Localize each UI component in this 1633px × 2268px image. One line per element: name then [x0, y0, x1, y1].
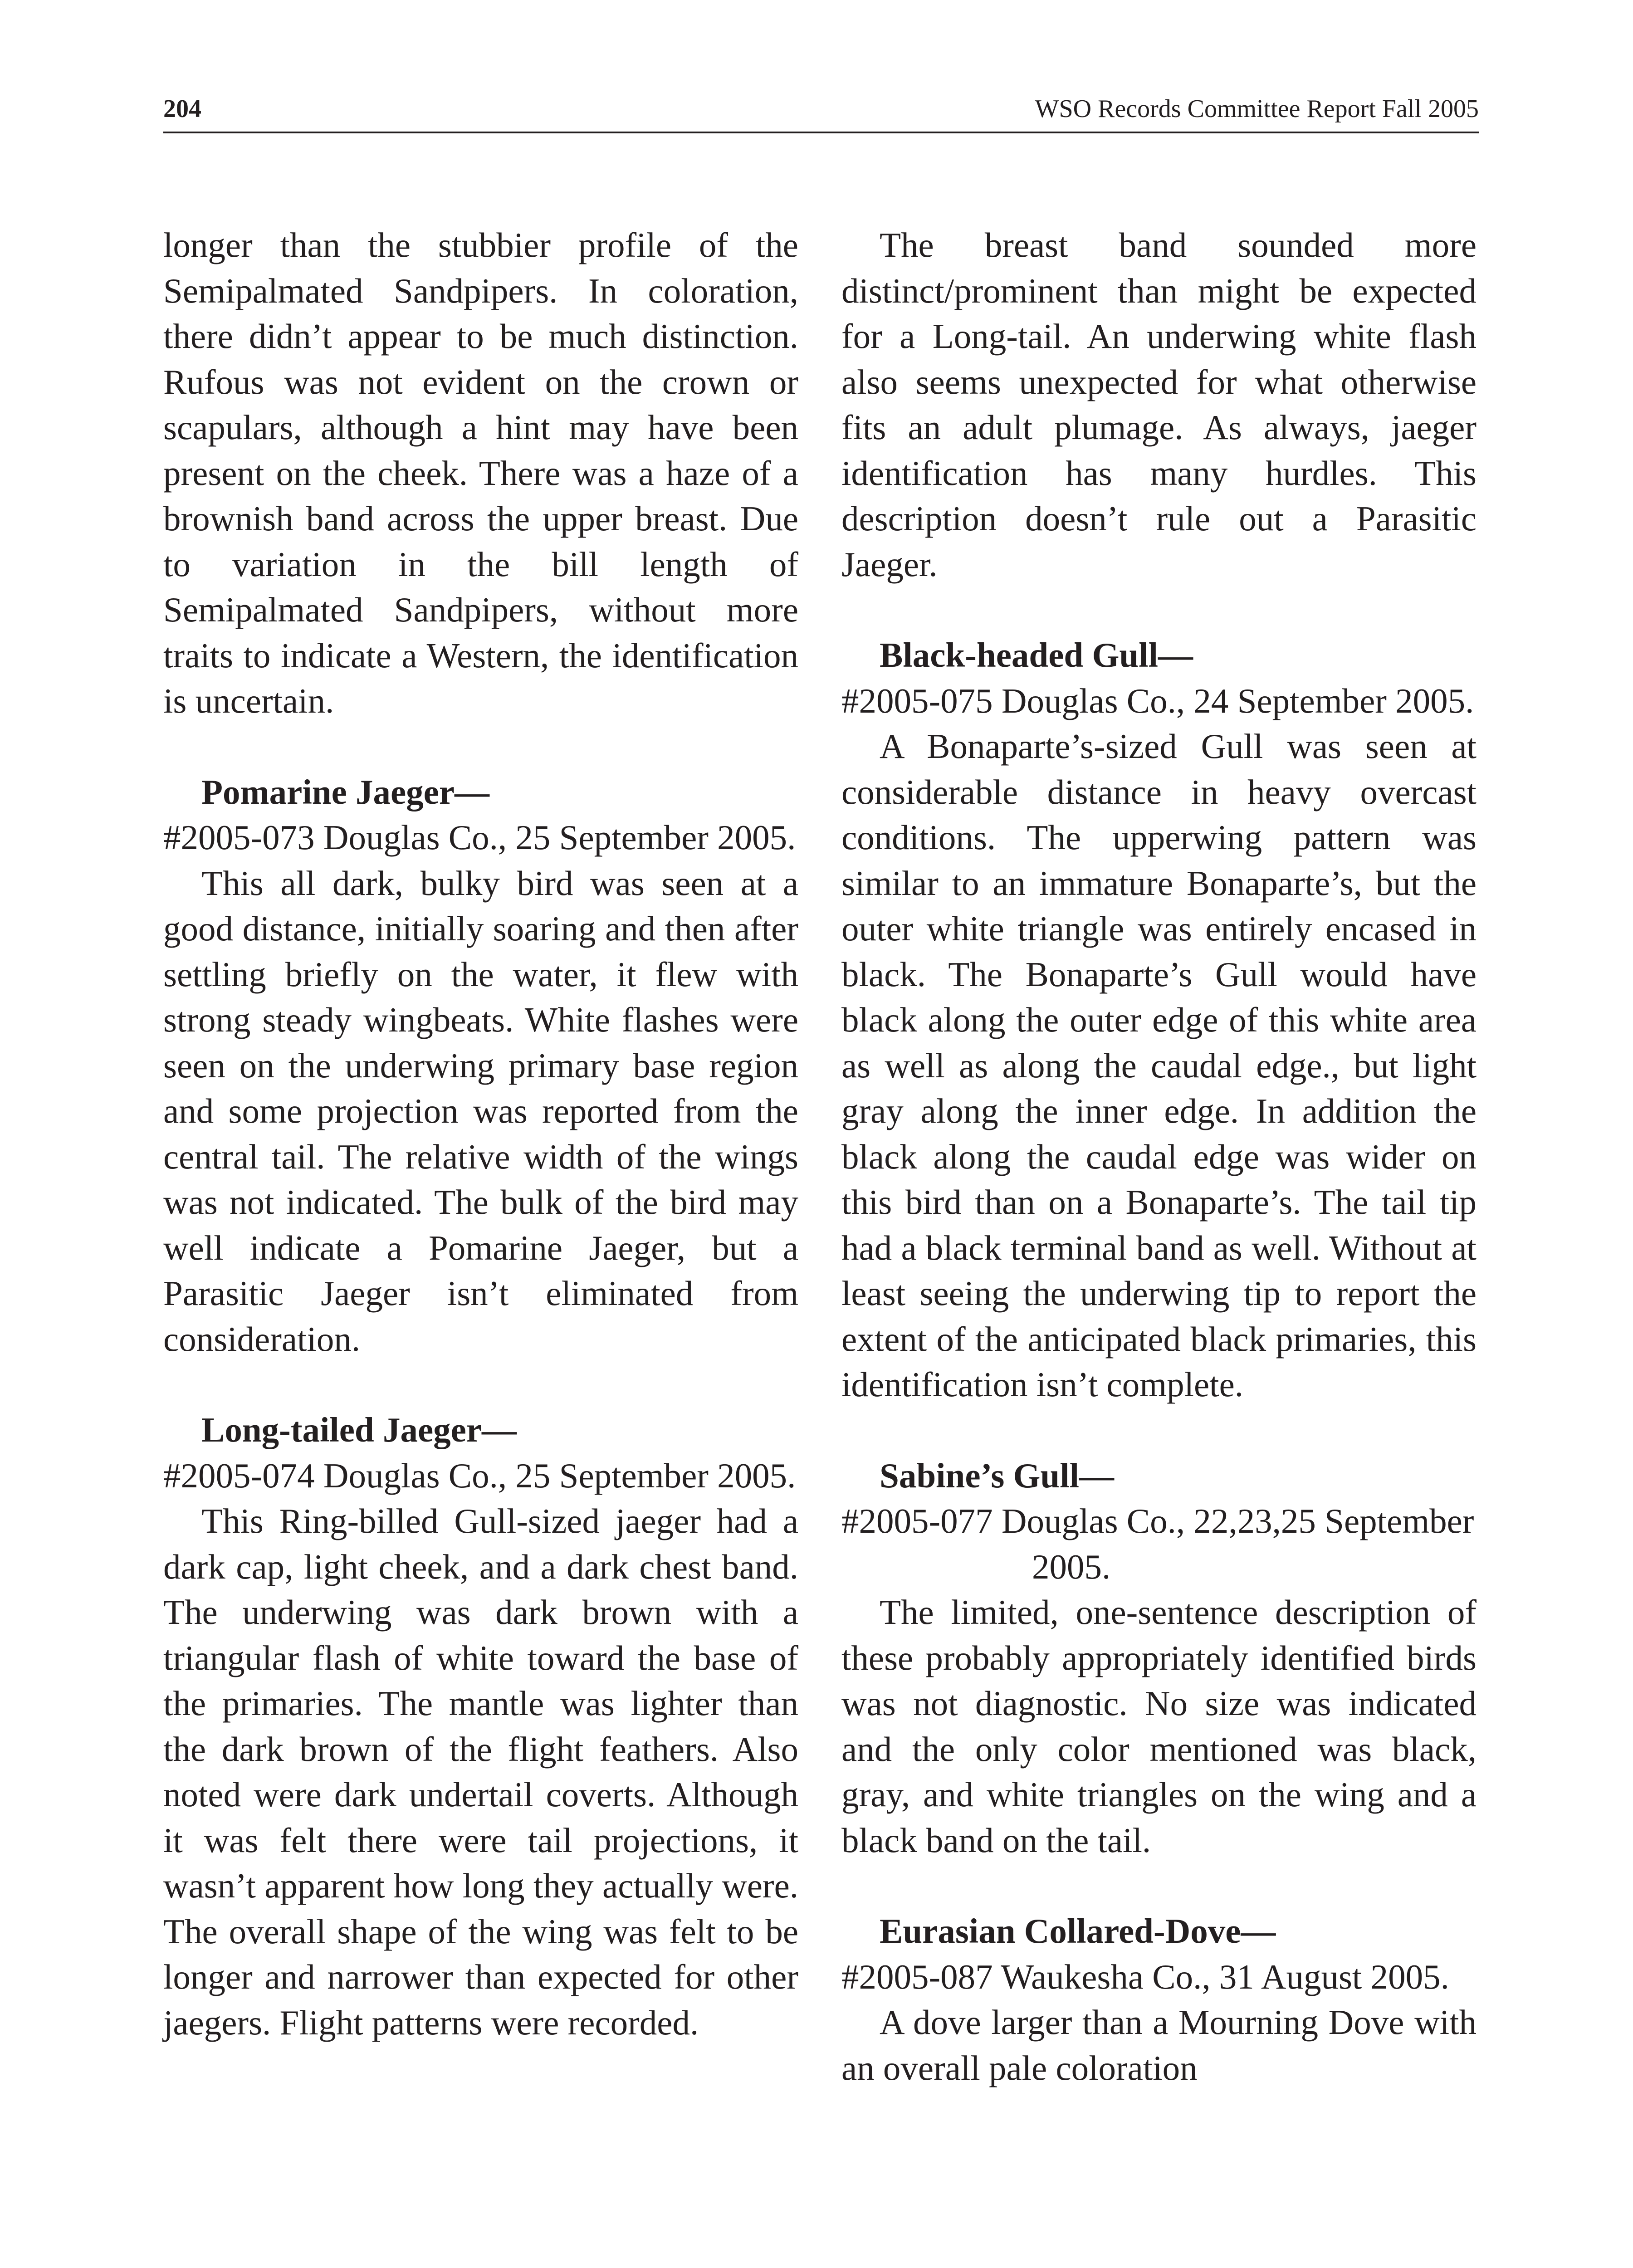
journal-title: WSO Records Committee Report Fall 2005	[1035, 95, 1479, 123]
entry-text: A dove larger than a Mourning Dove with an overall pale coloration	[841, 2003, 1477, 2087]
continued-paragraph: longer than the stubbier profile of the Semipalmated Sandpipers. In coloration, there didn’t appear to be much distinction. Rufous was not evident on the crown or scapulars, although a hint may have been present on the cheek. There was a haze of a brownish band across the upper breast. Due to variation in the bill length of Semipalmated Sandpipers, without more traits to indicate a Western, the identification is uncertain.	[163, 225, 798, 720]
record-line: #2005-075 Douglas Co., 24 September 2005.	[841, 681, 1474, 720]
entry-text: This Ring-billed Gull-sized jaeger had a dark cap, light cheek, and a dark chest band. The underwing was dark brown with a triangular flash of white toward the base of the primaries. The mantle was lighter than the dark brown of the flight feathers. Also noted were dark undertail coverts. Although it was felt there were tail projections, it wasn’t apparent how long they actually were. The overall shape of the wing was felt to be longer and narrower than expected for other jaegers. Flight patterns were recorded.	[163, 1501, 798, 2042]
entry-pomarine-jaeger	[163, 769, 798, 1362]
species-heading: Black-headed Gull—	[880, 635, 1193, 675]
left-column	[163, 222, 798, 2045]
species-heading: Sabine’s Gull—	[880, 1456, 1115, 1495]
entry-black-headed-gull	[841, 632, 1477, 1408]
record-line: #2005-073 Douglas Co., 25 September 2005.	[163, 818, 796, 857]
entry-long-tailed-jaeger	[163, 1407, 798, 2045]
record-line: #2005-077 Douglas Co., 22,23,25 September 2005.	[841, 1501, 1474, 1586]
entry-eurasian-collared-dove	[841, 1908, 1477, 2091]
page-number: 204	[163, 95, 201, 123]
entry-text: A Bonaparte’s-sized Gull was seen at considerable distance in heavy overcast conditions. The upperwing pattern was similar to an immature Bonaparte’s, but the outer white triangle was entirely encased in black. The Bonaparte’s Gull would have black along the outer edge of this white area as well as along the caudal edge., but light gray along the inner edge. In addition the black along the caudal edge was wider on this bird than on a Bonaparte’s. The tail tip had a black terminal band as well. Without at least seeing the underwing tip to report the extent of the anticipated black primaries, this identification isn’t complete.	[841, 727, 1477, 1404]
entry-text: This all dark, bulky bird was seen at a good distance, initially soaring and then after settling briefly on the water, it flew with strong steady wingbeats. White flashes were seen on the underwing primary base region and some projection was reported from the central tail. The relative width of the wings was not indicated. The bulk of the bird may well indicate a Pomarine Jaeger, but a Parasitic Jaeger isn’t eliminated from consideration.	[163, 863, 798, 1359]
record-line: #2005-074 Douglas Co., 25 September 2005.	[163, 1456, 796, 1495]
species-heading: Eurasian Collared-Dove—	[880, 1911, 1276, 1950]
entry-sabines-gull	[841, 1453, 1477, 1863]
record-line: #2005-087 Waukesha Co., 31 August 2005.	[841, 1957, 1449, 1996]
continued-paragraph: The breast band sounded more distinct/prominent than might be expected for a Long-tail. An underwing white flash also seems unexpected for what otherwise fits an adult plumage. As always, jaeger identification has many hurdles. This description doesn’t rule out a Parasitic Jaeger.	[841, 225, 1477, 584]
species-heading: Pomarine Jaeger—	[201, 772, 490, 811]
right-column	[841, 222, 1477, 2091]
species-heading: Long-tailed Jaeger—	[201, 1410, 517, 1449]
entry-text: The limited, one-sentence description of these probably appropriately identified birds was not diagnostic. No size was indicated and the only color mentioned was black, gray, and white triangles on the wing and a black band on the tail.	[841, 1593, 1477, 1860]
running-header	[163, 86, 1479, 133]
